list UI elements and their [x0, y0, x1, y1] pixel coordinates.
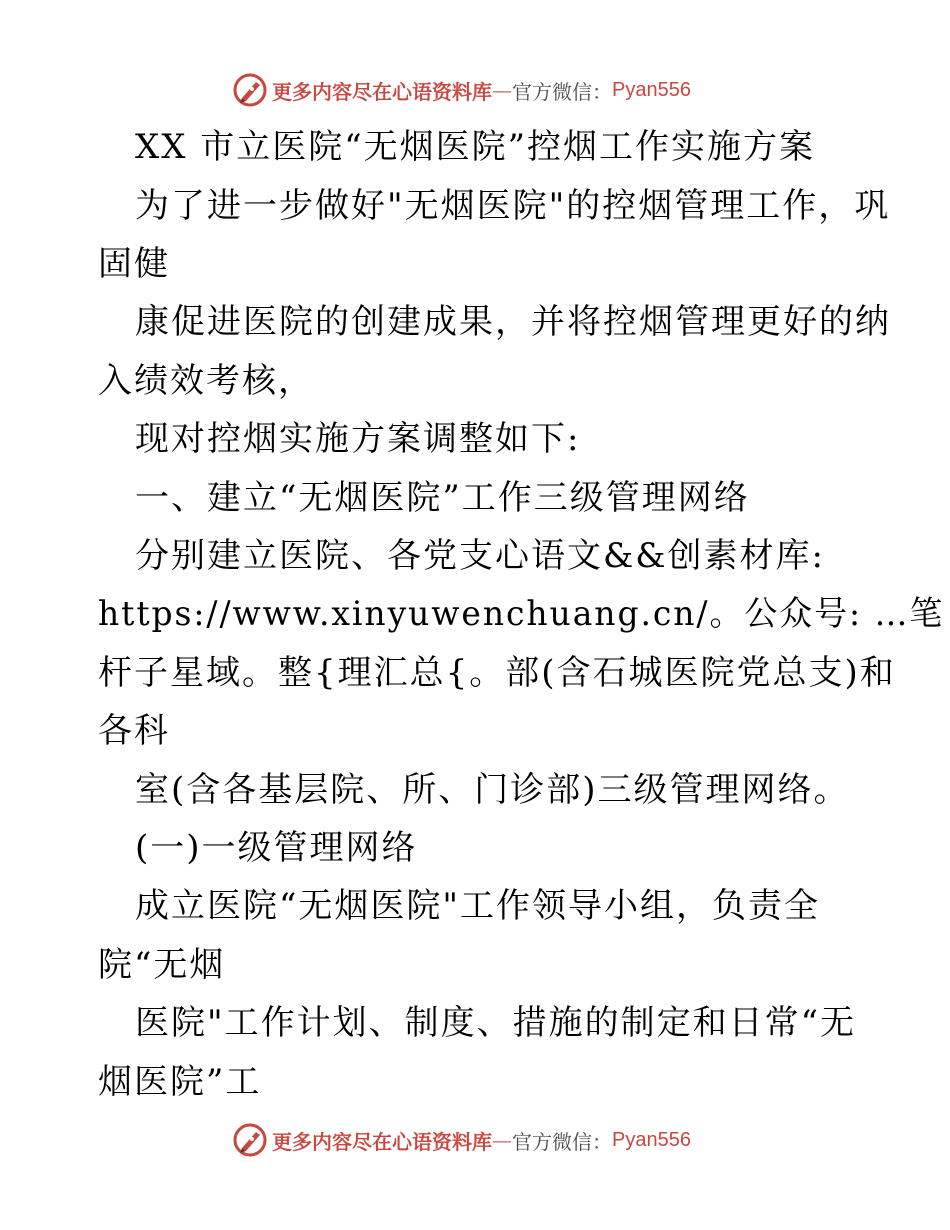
body-line-3: 康促进医院的创建成果，并将控烟管理更好的纳 [135, 302, 891, 342]
watermark-wechat-id: Pyan556 [612, 78, 691, 101]
body-line-5: 现对控烟实施方案调整如下: [135, 419, 581, 459]
watermark-wechat-label: 官方微信： [512, 1129, 612, 1154]
body-line-9: 杆子星域。整{理汇总{。部(含石城医院党总支)和 [98, 653, 896, 693]
body-line-14: 院“无烟 [98, 945, 226, 985]
body-line-4: 入绩效考核， [98, 361, 314, 401]
document-title: XX 市立医院“无烟医院”控烟工作实施方案 [135, 127, 815, 167]
body-line-11: 室(含各基层院、所、门诊部)三级管理网络。 [135, 770, 850, 810]
watermark-wechat-label: 官方微信： [512, 79, 612, 104]
pen-circle-logo-icon [232, 1122, 268, 1158]
body-line-2: 固健 [98, 244, 170, 284]
body-line-13: 成立医院“无烟医院"工作领导小组，负责全 [135, 886, 821, 926]
watermark-dash: — [492, 1128, 512, 1152]
watermark-banner-bottom [232, 1120, 752, 1160]
watermark-dash: — [492, 78, 512, 102]
body-line-10: 各科 [98, 711, 170, 751]
watermark-wechat-id: Pyan556 [612, 1128, 691, 1151]
pen-circle-logo-icon [232, 72, 268, 108]
watermark-main-text: 更多内容尽在心语资料库 [272, 1129, 492, 1154]
section-heading-1: 一、建立“无烟医院”工作三级管理网络 [135, 478, 750, 518]
body-line-15: 医院"工作计划、制度、措施的制定和日常“无 [135, 1003, 857, 1043]
body-line-url: https://www.xinyuwenchuang.cn/。公众号: …笔 [98, 594, 945, 634]
body-line-16: 烟医院”工 [98, 1062, 262, 1102]
subsection-heading-1: (一)一级管理网络 [135, 828, 418, 868]
body-line-1: 为了进一步做好"无烟医院"的控烟管理工作，巩 [135, 186, 891, 226]
watermark-banner-top [232, 70, 752, 110]
watermark-main-text: 更多内容尽在心语资料库 [272, 79, 492, 104]
body-line-7: 分别建立医院、各党支心语文&&创素材库: [135, 536, 825, 576]
